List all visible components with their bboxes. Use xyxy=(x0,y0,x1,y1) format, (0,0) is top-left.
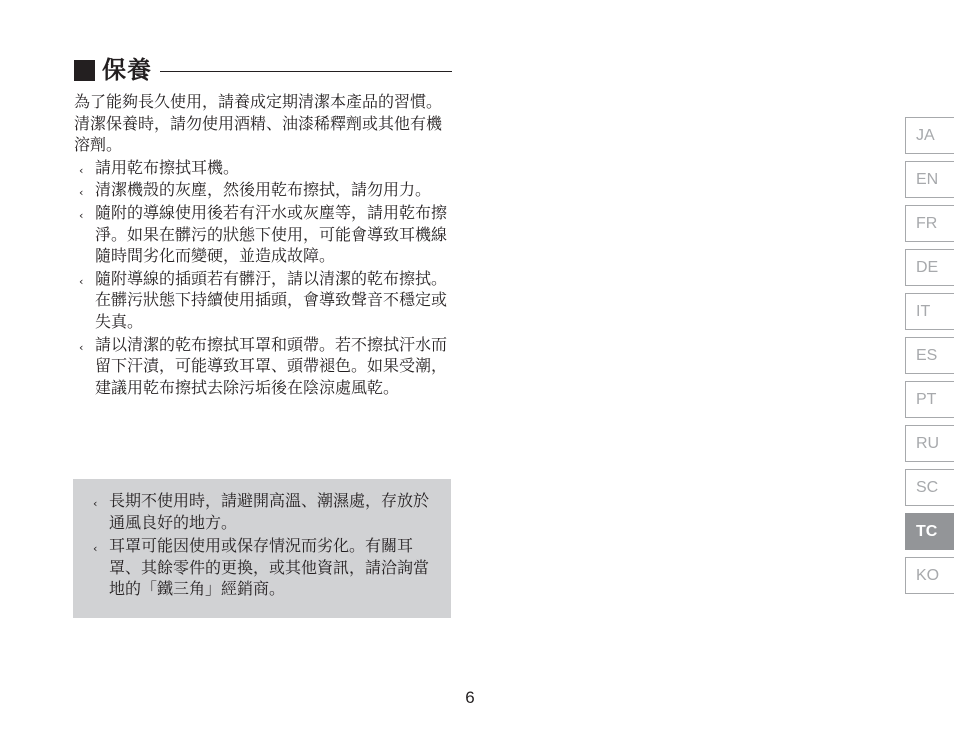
bullet-icon: ‹ xyxy=(79,340,84,354)
list-item xyxy=(88,490,439,533)
list-item-text: 清潔機殼的灰塵，然後用乾布擦拭，請勿用力。 xyxy=(95,180,432,200)
list-item-text: 請以清潔的乾布擦拭耳罩和頭帶。若不擦拭汗水而留下汗漬，可能導致耳罩、頭帶褪色。如果受潮，建議用乾布擦拭去除污垢後在陰涼處風乾。 xyxy=(95,334,448,397)
list-item xyxy=(88,535,439,600)
tab-language-es[interactable]: ES xyxy=(905,337,954,374)
tab-language-ru[interactable]: RU xyxy=(905,425,954,462)
bullet-icon: ‹ xyxy=(93,497,98,510)
list-item-text: 隨附導線的插頭若有髒汙，請以清潔的乾布擦拭。在髒污狀態下持續使用插頭，會導致聲音不穩定或失真。 xyxy=(95,268,448,331)
bullet-icon: ‹ xyxy=(79,163,84,177)
list-item-text: 隨附的導線使用後若有汗水或灰塵等，請用乾布擦淨。如果在髒污的狀態下使用，可能會導致耳機線隨時間劣化而變硬，並造成故障。 xyxy=(95,202,448,266)
language-tabs xyxy=(905,117,954,601)
tab-language-it[interactable]: IT xyxy=(905,293,954,330)
tab-language-pt[interactable]: PT xyxy=(905,381,954,418)
intro-paragraph: 為了能夠長久使用，請養成定期清潔本產品的習慣。清潔保養時，請勿使用酒精、油漆稀釋劑或其他有機溶劑。 xyxy=(74,92,443,155)
heading-square-icon xyxy=(74,60,95,81)
storage-notes-list xyxy=(88,490,439,600)
list-item-text: 請用乾布擦拭耳機。 xyxy=(95,157,240,177)
section-body xyxy=(74,91,452,399)
bullet-icon: ‹ xyxy=(93,542,98,556)
list-item xyxy=(74,202,452,267)
tab-language-en[interactable]: EN xyxy=(905,161,954,198)
tab-language-fr[interactable]: FR xyxy=(905,205,954,242)
list-item xyxy=(74,179,452,201)
storage-note-box xyxy=(73,479,451,618)
list-item xyxy=(74,157,452,179)
care-instructions-list xyxy=(74,157,452,399)
bullet-icon: ‹ xyxy=(79,186,84,200)
heading-rule xyxy=(160,71,452,72)
tab-language-de[interactable]: DE xyxy=(905,249,954,286)
tab-language-ja[interactable]: JA xyxy=(905,117,954,154)
section-title: 保養 xyxy=(102,56,152,84)
section-heading xyxy=(74,55,452,85)
bullet-icon: ‹ xyxy=(79,208,84,222)
tab-language-sc[interactable]: SC xyxy=(905,469,954,506)
list-item xyxy=(74,334,452,399)
list-item-text: 耳罩可能因使用或保存情況而劣化。有關耳罩、其餘零件的更換，或其他資訊，請洽詢當地的「鐵三角」經銷商。 xyxy=(109,536,430,599)
list-item-text: 長期不使用時，請避開高溫、潮濕處，存放於通風良好的地方。 xyxy=(109,491,430,532)
tab-language-tc[interactable]: TC xyxy=(905,513,954,550)
page-number: 6 xyxy=(465,688,475,707)
list-item xyxy=(74,268,452,333)
bullet-icon: ‹ xyxy=(79,274,84,288)
tab-language-ko[interactable]: KO xyxy=(905,557,954,594)
